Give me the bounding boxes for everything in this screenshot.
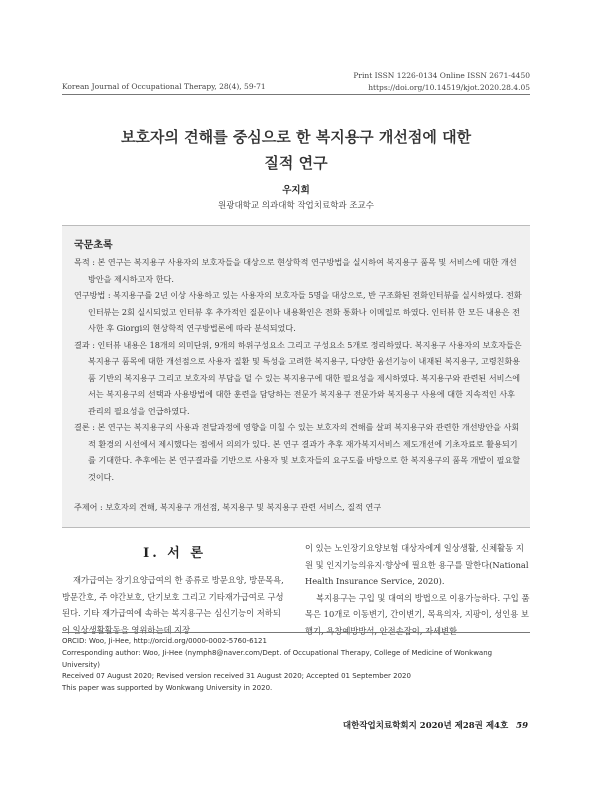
- issn-doi-block: [353, 70, 530, 94]
- footnote-orcid: ORCID: Woo, Ji-Hee, http://orcid.org/0000-0002-5760-6121: [62, 637, 267, 645]
- footnote-funding: This paper was supported by Wonkwang University in 2020.: [62, 684, 273, 693]
- section-heading-introduction: Ⅰ. 서 론: [143, 546, 206, 561]
- page-number: 59: [516, 721, 528, 731]
- abstract-heading: 국문초록: [74, 240, 113, 251]
- journal-footer: [343, 719, 528, 731]
- intro-paragraph-1: 재가급여는 장기요양급여의 한 종류로 방문요양, 방문목욕, 방문간호, 주 야간보호, 단기보호 그리고 기타재가급여로 구성된다. 기타 재가급여에 속하는 복지용구는 심신기능이 저하되어 일상생활활동을 영위하는데 지장: [62, 575, 284, 635]
- footnote-rule: [62, 632, 530, 633]
- author-affiliation: 원광대학교 의과대학 작업치료학과 조교수: [218, 201, 374, 211]
- abstract-body: [74, 254, 522, 485]
- right-column: [305, 540, 530, 640]
- footnotes: [62, 636, 530, 695]
- journal-footer-name: 대한작업치료학회지 2020년 제28권 제4호: [342, 721, 509, 731]
- intro-paragraph-2: 복지용구는 구입 및 대여의 방법으로 이용가능하다. 구입 품목은 10개로 이동변기, 간이변기, 목욕의자, 지팡이, 성인용 보행기, 욕창예방방석, 안전손잡이, 자세변환: [305, 592, 530, 636]
- issn-text: Print ISSN 1226-0134 Online ISSN 2671-4450: [353, 71, 530, 80]
- doi-text: https://doi.org/10.14519/kjot.2020.28.4.05: [368, 83, 530, 92]
- title-line-1: 보호자의 견해를 중심으로 한 복지용구 개선점에 대한: [120, 128, 472, 146]
- intro-continuation: 이 있는 노인장기요양보험 대상자에게 일상생활, 신체활동 지원 및 인지기능의유지·향상에 필요한 용구를 말한다(National Health Insurance Service, 2020).: [305, 543, 529, 587]
- abstract-methods: 연구방법 : 복지용구를 2년 이상 사용하고 있는 사용자의 보호자들 5명을 대상으로, 반 구조화된 전화인터뷰를 실시하였다. 전화 인터뷰는 2회 실시되었고 인터뷰 후 추가적인 질문이나 내용확인은 전화 통화나 이메일로 하였다. 인터뷰 한 모든 내용은 전사한 후 Giorgi의 현상학적 연구방법론에 따라 분석되었다.: [74, 290, 522, 333]
- footnote-corresponding: Corresponding author: Woo, Ji-Hee (nymph8@naver.com/Dept. of Occupational Therapy, College of Medicine of Wonkwang University): [62, 648, 493, 669]
- header-rule: [62, 94, 530, 95]
- abstract-purpose: 목적 : 본 연구는 복지용구 사용자의 보호자들을 대상으로 현상학적 연구방법을 실시하여 복지용구 품목 및 서비스에 대한 개선방안을 제시하고자 한다.: [74, 257, 517, 284]
- paper-title: [62, 124, 530, 176]
- journal-citation: Korean Journal of Occupational Therapy, 28(4), 59-71: [62, 82, 266, 91]
- author-name: 우지희: [282, 185, 310, 196]
- left-column: [62, 572, 287, 638]
- title-line-2: 질적 연구: [264, 154, 328, 172]
- keywords: 주제어 : 보호자의 견해, 복지용구 개선점, 복지용구 및 복지용구 관련 서비스, 질적 연구: [74, 502, 382, 512]
- footnote-received: Received 07 August 2020; Revised version received 31 August 2020; Accepted 01 September 2020: [62, 672, 411, 681]
- abstract-box: [62, 225, 530, 528]
- abstract-results: 결과 : 인터뷰 내용은 18개의 의미단위, 9개의 하위구성요소 그리고 구성요소 5개로 정리하였다. 복지용구 사용자의 보호자들은 복지용구 품목에 대한 개선점으로 사용자 질환 및 특성을 고려한 복지용구, 다양한 움선기능이 내재된 복지용구, 고령친화용품 기반의 복지용구 그리고 보호자의 부담을 덜 수 있는 복지용구에 대한 필요성을 제시하였다. 복지용구와 관련된 서비스에서는 복지용구의 선택과 사용방법에 대한 훈련을 담당하는 전문가 복지용구 전문가와 복지용구 사용에 대한 지속적인 사후관리의 필요성을 언급하였다.: [74, 339, 522, 416]
- abstract-conclusion: 결론 : 본 연구는 복지용구의 사용과 전달과정에 영향을 미칠 수 있는 보호자의 견해를 살펴 복지용구와 관련한 개선방안을 사회적 환경의 시선에서 제시했다는 점에서 의의가 있다. 본 연구 결과가 추후 재가복지서비스 제도개선에 기초자료로 활용되기를 기대한다. 추후에는 본 연구결과를 기반으로 사용자 및 보호자들의 요구도를 바탕으로 한 복지용구의 품목 개발이 필요할 것이다.: [74, 422, 521, 482]
